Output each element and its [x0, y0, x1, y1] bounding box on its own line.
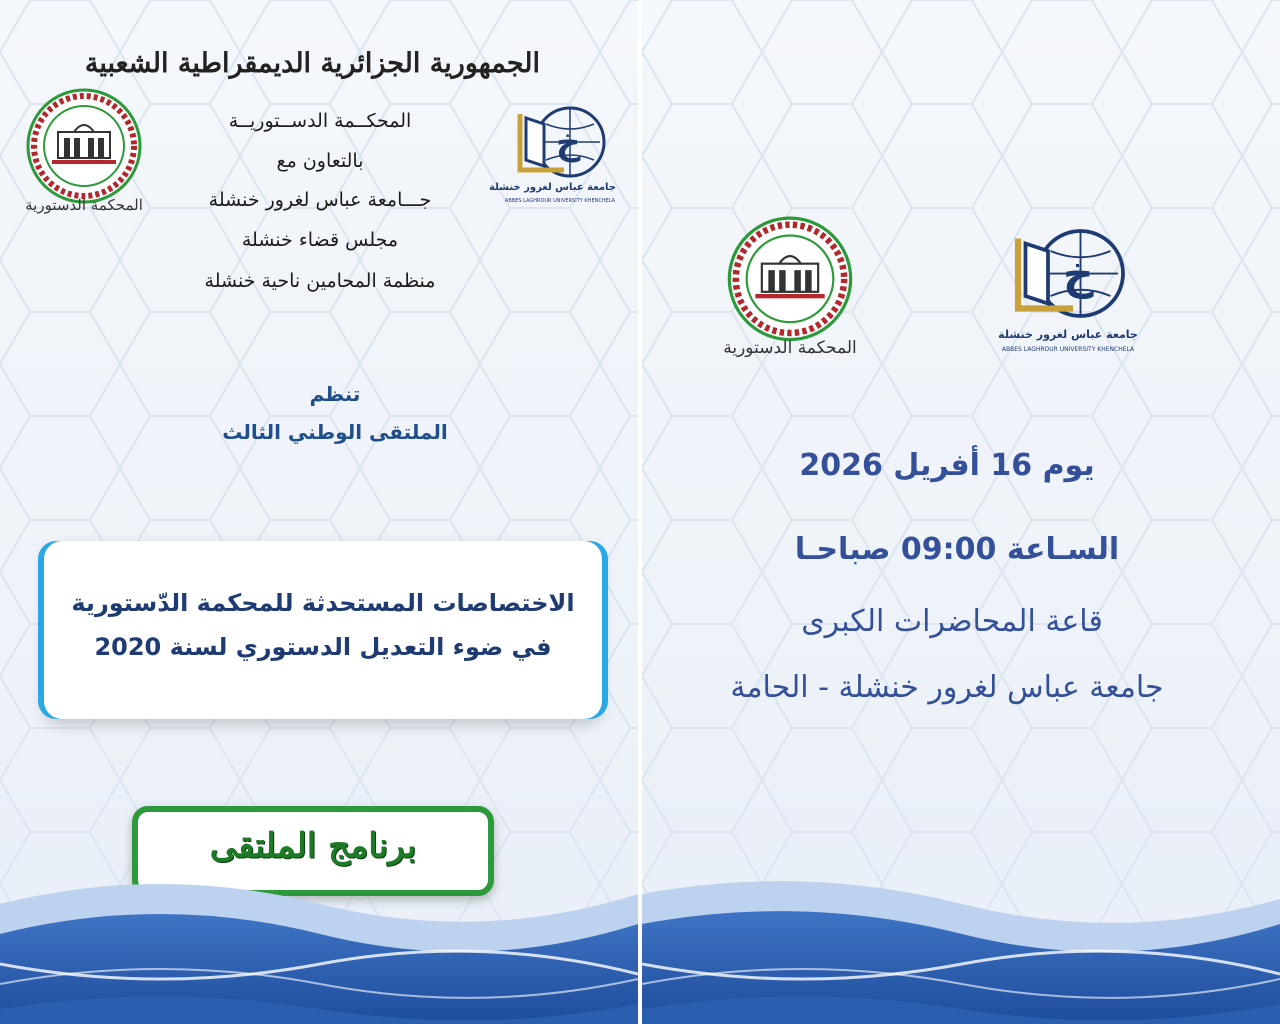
event-date: يوم 16 أفريل 2026 [799, 448, 1095, 483]
university-logo [489, 104, 616, 214]
invitation-cover-left [0, 0, 638, 1024]
invitation-cover-right [642, 0, 1280, 1024]
university-monogram: خ [556, 123, 581, 163]
university-name-en: ABBES LAGHROUR UNIVERSITY KHENCHELA [504, 198, 616, 204]
topic-box [44, 541, 602, 719]
wave-decoration [642, 864, 1280, 1024]
court-logo-caption-large: المحكمة الدستورية [723, 338, 857, 358]
organizer-line-4: مجلس قضاء خنشلة [241, 229, 399, 251]
university-monogram-large: خ [1063, 250, 1094, 300]
event-time: السـاعة 09:00 صباحـا [794, 532, 1120, 567]
wave-decoration [0, 864, 638, 1024]
university-name-ar-large: جامعة عباس لغرور خنشلة [998, 328, 1138, 341]
university-name-ar: جامعة عباس لغرور خنشلة [489, 182, 616, 193]
event-name: الملتقى الوطني الثالث [222, 420, 448, 444]
university-logo-large [998, 226, 1138, 366]
event-venue: جامعة عباس لغرور خنشلة - الحامة [730, 670, 1164, 705]
court-logo-caption: المحكمة الدستورية [25, 196, 143, 214]
organizes-label: تنظم [309, 382, 361, 406]
organizer-line-5: منظمة المحامين ناحية خنشلة [204, 270, 436, 292]
university-name-en-large: ABBES LAGHROUR UNIVERSITY KHENCHELA [1001, 346, 1135, 353]
program-button-label: برنامج الملتقى [209, 826, 417, 866]
constitutional-court-logo [22, 88, 146, 228]
event-hall: قاعة المحاضرات الكبرى [801, 604, 1103, 639]
topic-line-2: في ضوء التعديل الدستوري لسنة 2020 [94, 633, 552, 661]
organizer-line-2: بالتعاون مع [276, 150, 364, 172]
republic-header: الجمهورية الجزائرية الديمقراطية الشعبية [84, 48, 540, 79]
organizer-line-3: جـــامعة عباس لغرور خنشلة [208, 189, 432, 211]
topic-line-1: الاختصاصات المستحدثة للمحكمة الدّستورية [71, 589, 575, 617]
organizer-line-1: المحكــمة الدســتوريــة [228, 110, 412, 132]
constitutional-court-logo-large [722, 216, 858, 371]
